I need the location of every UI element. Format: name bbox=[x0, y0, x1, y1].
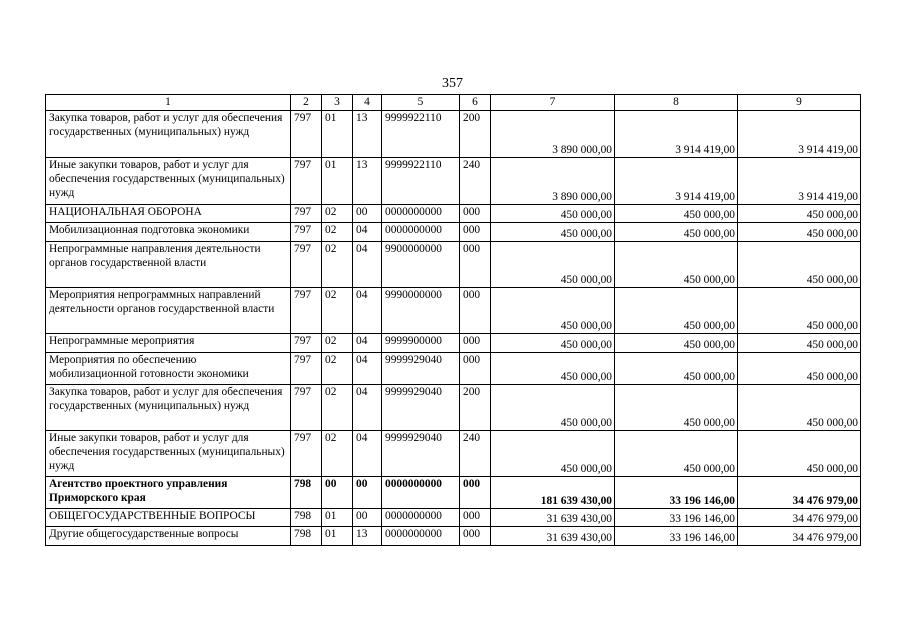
amount-cell: 33 196 146,00 bbox=[615, 527, 738, 546]
code-cell: 00 bbox=[353, 205, 382, 223]
code-cell: 000 bbox=[460, 509, 491, 527]
header-cell: 7 bbox=[491, 95, 615, 111]
row-name: Закупка товаров, работ и услуг для обеспечения государственных (муниципальных) нужд bbox=[46, 111, 291, 158]
amount-cell: 3 890 000,00 bbox=[491, 111, 615, 158]
amount-cell: 31 639 430,00 bbox=[491, 509, 615, 527]
code-cell: 04 bbox=[353, 223, 382, 242]
amount-cell: 34 476 979,00 bbox=[738, 509, 861, 527]
row-name: Закупка товаров, работ и услуг для обеспечения государственных (муниципальных) нужд bbox=[46, 385, 291, 431]
amount-cell: 450 000,00 bbox=[491, 431, 615, 477]
table-row bbox=[46, 527, 861, 546]
code-cell: 13 bbox=[353, 111, 382, 158]
amount-cell: 450 000,00 bbox=[491, 242, 615, 288]
amount-cell: 33 196 146,00 bbox=[615, 477, 738, 509]
row-name: Мероприятия непрограммных направлений деятельности органов государственной власти bbox=[46, 288, 291, 334]
code-cell: 797 bbox=[291, 334, 322, 353]
code-cell: 9999900000 bbox=[382, 334, 460, 353]
row-name: Непрограммные направления деятельности органов государственной власти bbox=[46, 242, 291, 288]
code-cell: 02 bbox=[322, 334, 353, 353]
table-row bbox=[46, 111, 861, 158]
row-name: Другие общегосударственные вопросы bbox=[46, 527, 291, 546]
code-cell: 04 bbox=[353, 353, 382, 385]
amount-cell: 3 914 419,00 bbox=[738, 158, 861, 205]
budget-table bbox=[45, 94, 861, 546]
code-cell: 9999929040 bbox=[382, 431, 460, 477]
code-cell: 797 bbox=[291, 158, 322, 205]
code-cell: 797 bbox=[291, 205, 322, 223]
table-row bbox=[46, 509, 861, 527]
row-name: Агентство проектного управления Приморского края bbox=[46, 477, 291, 509]
table-row bbox=[46, 385, 861, 431]
code-cell: 04 bbox=[353, 431, 382, 477]
table-row bbox=[46, 242, 861, 288]
code-cell: 04 bbox=[353, 242, 382, 288]
table-header-row bbox=[46, 95, 861, 111]
code-cell: 01 bbox=[322, 158, 353, 205]
amount-cell: 450 000,00 bbox=[615, 223, 738, 242]
code-cell: 000 bbox=[460, 527, 491, 546]
amount-cell: 450 000,00 bbox=[615, 385, 738, 431]
code-cell: 0000000000 bbox=[382, 509, 460, 527]
amount-cell: 450 000,00 bbox=[491, 205, 615, 223]
amount-cell: 450 000,00 bbox=[738, 353, 861, 385]
code-cell: 0000000000 bbox=[382, 205, 460, 223]
code-cell: 00 bbox=[322, 477, 353, 509]
amount-cell: 34 476 979,00 bbox=[738, 477, 861, 509]
code-cell: 02 bbox=[322, 288, 353, 334]
page-number: 357 bbox=[442, 76, 463, 91]
code-cell: 9990000000 bbox=[382, 288, 460, 334]
row-name: Мероприятия по обеспечению мобилизационной готовности экономики bbox=[46, 353, 291, 385]
row-name: Иные закупки товаров, работ и услуг для обеспечения государственных (муниципальных) нужд bbox=[46, 431, 291, 477]
row-name: НАЦИОНАЛЬНАЯ ОБОРОНА bbox=[46, 205, 291, 223]
code-cell: 02 bbox=[322, 223, 353, 242]
row-name: Иные закупки товаров, работ и услуг для обеспечения государственных (муниципальных) нужд bbox=[46, 158, 291, 205]
code-cell: 000 bbox=[460, 288, 491, 334]
amount-cell: 33 196 146,00 bbox=[615, 509, 738, 527]
row-name: Непрограммные мероприятия bbox=[46, 334, 291, 353]
amount-cell: 450 000,00 bbox=[738, 242, 861, 288]
code-cell: 9999929040 bbox=[382, 353, 460, 385]
header-cell: 8 bbox=[615, 95, 738, 111]
amount-cell: 450 000,00 bbox=[615, 242, 738, 288]
code-cell: 02 bbox=[322, 385, 353, 431]
code-cell: 01 bbox=[322, 111, 353, 158]
code-cell: 797 bbox=[291, 288, 322, 334]
code-cell: 797 bbox=[291, 111, 322, 158]
amount-cell: 450 000,00 bbox=[491, 353, 615, 385]
amount-cell: 450 000,00 bbox=[615, 205, 738, 223]
header-cell: 2 bbox=[291, 95, 322, 111]
amount-cell: 450 000,00 bbox=[491, 223, 615, 242]
code-cell: 00 bbox=[353, 477, 382, 509]
amount-cell: 450 000,00 bbox=[738, 223, 861, 242]
header-cell: 6 bbox=[460, 95, 491, 111]
amount-cell: 3 914 419,00 bbox=[615, 111, 738, 158]
amount-cell: 450 000,00 bbox=[738, 205, 861, 223]
code-cell: 797 bbox=[291, 223, 322, 242]
code-cell: 02 bbox=[322, 431, 353, 477]
table-row bbox=[46, 431, 861, 477]
code-cell: 797 bbox=[291, 242, 322, 288]
code-cell: 9999929040 bbox=[382, 385, 460, 431]
code-cell: 00 bbox=[353, 509, 382, 527]
code-cell: 04 bbox=[353, 334, 382, 353]
code-cell: 000 bbox=[460, 334, 491, 353]
amount-cell: 3 890 000,00 bbox=[491, 158, 615, 205]
code-cell: 0000000000 bbox=[382, 223, 460, 242]
header-cell: 5 bbox=[382, 95, 460, 111]
code-cell: 797 bbox=[291, 431, 322, 477]
table-row bbox=[46, 158, 861, 205]
header-cell: 4 bbox=[353, 95, 382, 111]
amount-cell: 3 914 419,00 bbox=[615, 158, 738, 205]
code-cell: 240 bbox=[460, 431, 491, 477]
code-cell: 000 bbox=[460, 353, 491, 385]
table-row bbox=[46, 353, 861, 385]
code-cell: 04 bbox=[353, 385, 382, 431]
code-cell: 798 bbox=[291, 477, 322, 509]
code-cell: 02 bbox=[322, 353, 353, 385]
code-cell: 01 bbox=[322, 527, 353, 546]
code-cell: 04 bbox=[353, 288, 382, 334]
code-cell: 9999922110 bbox=[382, 158, 460, 205]
code-cell: 798 bbox=[291, 509, 322, 527]
table-row bbox=[46, 477, 861, 509]
amount-cell: 34 476 979,00 bbox=[738, 527, 861, 546]
code-cell: 797 bbox=[291, 353, 322, 385]
code-cell: 200 bbox=[460, 385, 491, 431]
header-cell: 1 bbox=[46, 95, 291, 111]
code-cell: 01 bbox=[322, 509, 353, 527]
amount-cell: 3 914 419,00 bbox=[738, 111, 861, 158]
code-cell: 02 bbox=[322, 242, 353, 288]
code-cell: 240 bbox=[460, 158, 491, 205]
code-cell: 000 bbox=[460, 477, 491, 509]
amount-cell: 450 000,00 bbox=[491, 385, 615, 431]
amount-cell: 450 000,00 bbox=[615, 334, 738, 353]
code-cell: 0000000000 bbox=[382, 477, 460, 509]
code-cell: 13 bbox=[353, 527, 382, 546]
table-row bbox=[46, 223, 861, 242]
code-cell: 000 bbox=[460, 205, 491, 223]
amount-cell: 450 000,00 bbox=[738, 288, 861, 334]
amount-cell: 450 000,00 bbox=[615, 353, 738, 385]
table-row bbox=[46, 334, 861, 353]
code-cell: 0000000000 bbox=[382, 527, 460, 546]
code-cell: 9900000000 bbox=[382, 242, 460, 288]
code-cell: 798 bbox=[291, 527, 322, 546]
amount-cell: 450 000,00 bbox=[738, 431, 861, 477]
row-name: ОБЩЕГОСУДАРСТВЕННЫЕ ВОПРОСЫ bbox=[46, 509, 291, 527]
header-cell: 3 bbox=[322, 95, 353, 111]
table-row bbox=[46, 205, 861, 223]
amount-cell: 450 000,00 bbox=[491, 288, 615, 334]
row-name: Мобилизационная подготовка экономики bbox=[46, 223, 291, 242]
code-cell: 000 bbox=[460, 242, 491, 288]
amount-cell: 450 000,00 bbox=[615, 288, 738, 334]
amount-cell: 450 000,00 bbox=[738, 334, 861, 353]
amount-cell: 31 639 430,00 bbox=[491, 527, 615, 546]
amount-cell: 450 000,00 bbox=[615, 431, 738, 477]
amount-cell: 450 000,00 bbox=[491, 334, 615, 353]
code-cell: 9999922110 bbox=[382, 111, 460, 158]
amount-cell: 181 639 430,00 bbox=[491, 477, 615, 509]
code-cell: 797 bbox=[291, 385, 322, 431]
table-row bbox=[46, 288, 861, 334]
header-cell: 9 bbox=[738, 95, 861, 111]
amount-cell: 450 000,00 bbox=[738, 385, 861, 431]
code-cell: 200 bbox=[460, 111, 491, 158]
code-cell: 02 bbox=[322, 205, 353, 223]
code-cell: 13 bbox=[353, 158, 382, 205]
code-cell: 000 bbox=[460, 223, 491, 242]
